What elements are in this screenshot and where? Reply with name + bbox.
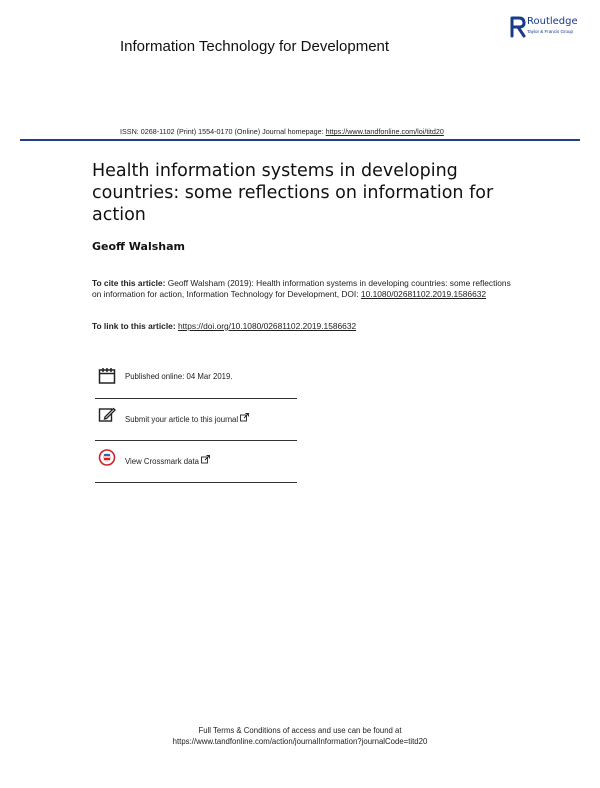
- edit-icon: [98, 406, 116, 424]
- journal-title: Information Technology for Development: [120, 38, 390, 55]
- routledge-logo[interactable]: [510, 16, 590, 42]
- published-row: [95, 364, 297, 399]
- footer-terms-url[interactable]: https://www.tandfonline.com/action/journalInformation?journalCode=titd20: [172, 737, 428, 746]
- logo-name: Routledge: [527, 16, 578, 27]
- article-author: Geoff Walsham: [92, 240, 185, 253]
- published-date: Published online: 04 Mar 2019.: [125, 372, 233, 381]
- submit-article-label: Submit your article to this journal: [125, 415, 239, 424]
- article-title: Health information systems in developing countries: some reflections on information for action: [92, 161, 494, 225]
- external-link-icon: [240, 413, 249, 422]
- row-divider: [95, 398, 297, 400]
- article-link-line: [92, 321, 356, 331]
- row-divider: [95, 440, 297, 442]
- article-doi-link[interactable]: https://doi.org/10.1080/02681102.2019.1586632: [177, 321, 357, 331]
- calendar-icon: [98, 367, 116, 385]
- row-divider: [95, 482, 297, 484]
- crossmark-row[interactable]: [95, 446, 297, 483]
- submit-article-link[interactable]: [125, 413, 249, 424]
- logo-sub: Taylor & Francis Group: [527, 29, 574, 34]
- crossmark-label: View Crossmark data: [125, 457, 199, 466]
- citation-text: Geoff Walsham (2019): Health information systems in developing countries: some reflections on information for action, Information Technology for Development, DOI:: [92, 278, 511, 299]
- link-label: To link to this article:: [92, 321, 178, 331]
- citation-label: To cite this article:: [92, 278, 166, 288]
- submit-row[interactable]: [95, 404, 297, 441]
- citation-doi-link[interactable]: 10.1080/02681102.2019.1586632: [360, 289, 487, 299]
- journal-homepage-link[interactable]: https://www.tandfonline.com/loi/titd20: [325, 127, 444, 136]
- header-divider: [20, 139, 580, 141]
- issn-text: ISSN: 0268-1102 (Print) 1554-0170 (Online) Journal homepage:: [120, 127, 326, 136]
- footer: [100, 725, 500, 747]
- citation-block: [92, 278, 512, 300]
- crossmark-link[interactable]: [125, 455, 210, 466]
- footer-terms: Full Terms & Conditions of access and use can be found at: [198, 726, 402, 735]
- routledge-r-icon: [510, 16, 526, 38]
- crossmark-icon: [98, 449, 116, 467]
- issn-line: [120, 127, 444, 136]
- external-link-icon: [201, 455, 210, 464]
